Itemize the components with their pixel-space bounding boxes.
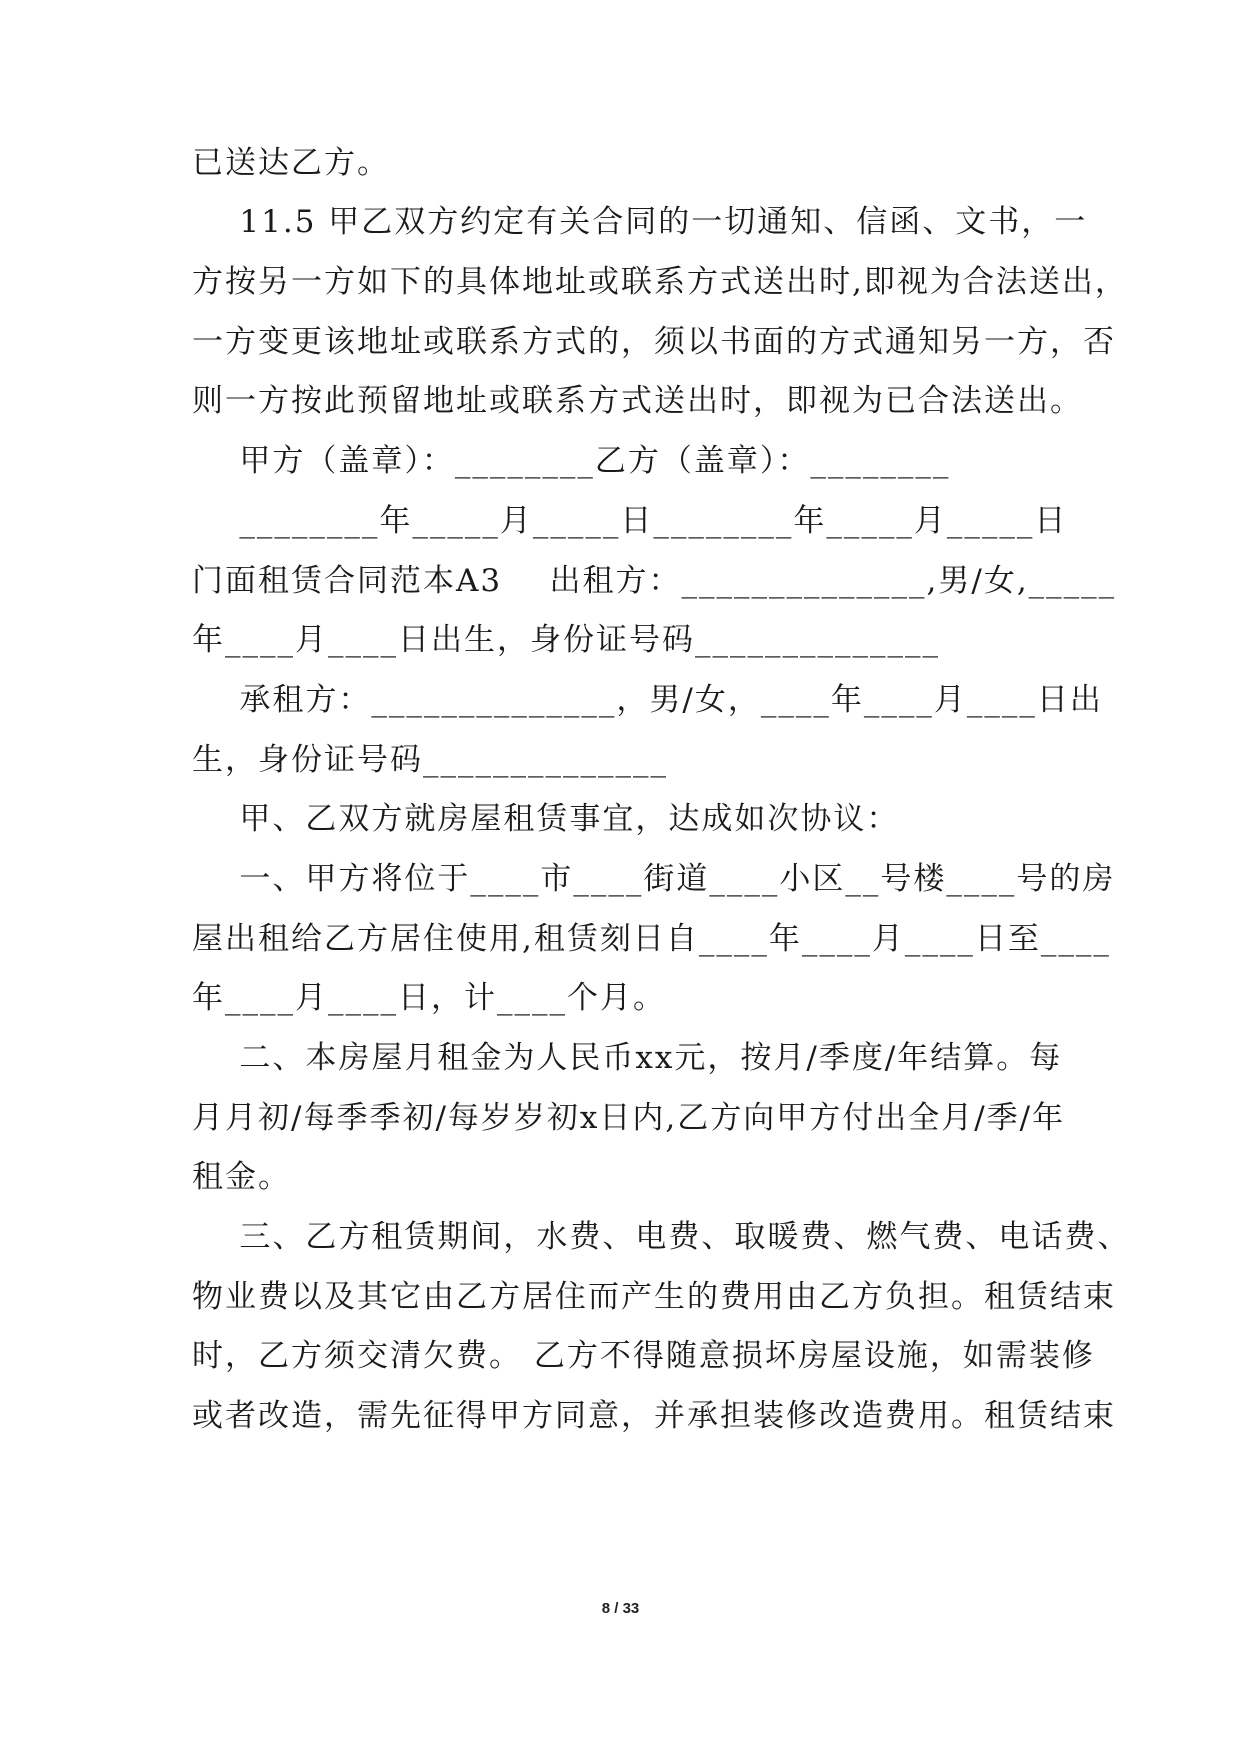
text-line: 一方变更该地址或联系方式的，须以书面的方式通知另一方，否	[192, 324, 1116, 360]
text-line: 三、乙方租赁期间，水费、电费、取暖费、燃气费、电话费、	[192, 1219, 1131, 1255]
text-line: 生，身份证号码______________	[192, 742, 668, 778]
date-line: ________年_____月_____日________年_____月_____日	[192, 503, 1068, 539]
text-line: 方按另一方如下的具体地址或联系方式送出时,即视为合法送出，	[192, 264, 1128, 300]
text-line: 或者改造，需先征得甲方同意，并承担装修改造费用。租赁结束	[192, 1398, 1116, 1434]
text-line: 二、本房屋月租金为人民币xx元，按月/季度/年结算。每	[192, 1040, 1063, 1076]
text-line: 一、甲方将位于____市____街道____小区__号楼____号的房	[192, 861, 1116, 897]
text-line: 物业费以及其它由乙方居住而产生的费用由乙方负担。租赁结束	[192, 1279, 1116, 1315]
text-line: 时，乙方须交清欠费。 乙方不得随意损坏房屋设施，如需装修	[192, 1338, 1095, 1374]
signature-line: 甲方（盖章）：________乙方（盖章）：________	[192, 443, 951, 479]
text-line: 年____月____日，计____个月。	[192, 980, 666, 1016]
contract-title-line: 门面租赁合同范本A3 出租方：______________,男/女,_____	[192, 563, 1117, 599]
text-line: 租金。	[192, 1159, 291, 1195]
text-line: 承租方：______________，男/女，____年____月____日出	[192, 682, 1103, 718]
text-line: 则一方按此预留地址或联系方式送出时，即视为已合法送出。	[192, 383, 1083, 419]
text-line: 甲、乙双方就房屋租赁事宜，达成如次协议：	[192, 801, 900, 837]
text-line: 月月初/每季季初/每岁岁初x日内,乙方向甲方付出全月/季/年	[192, 1100, 1066, 1136]
text-line: 屋出租给乙方居住使用,租赁刻日自____年____月____日至____	[192, 921, 1111, 957]
text-line: 年____月____日出生，身份证号码______________	[192, 622, 940, 658]
text-line: 已送达乙方。	[192, 145, 390, 181]
page-number: 8 / 33	[601, 1600, 640, 1617]
text-line: 11.5 甲乙双方约定有关合同的一切通知、信函、文书，一	[192, 204, 1088, 240]
